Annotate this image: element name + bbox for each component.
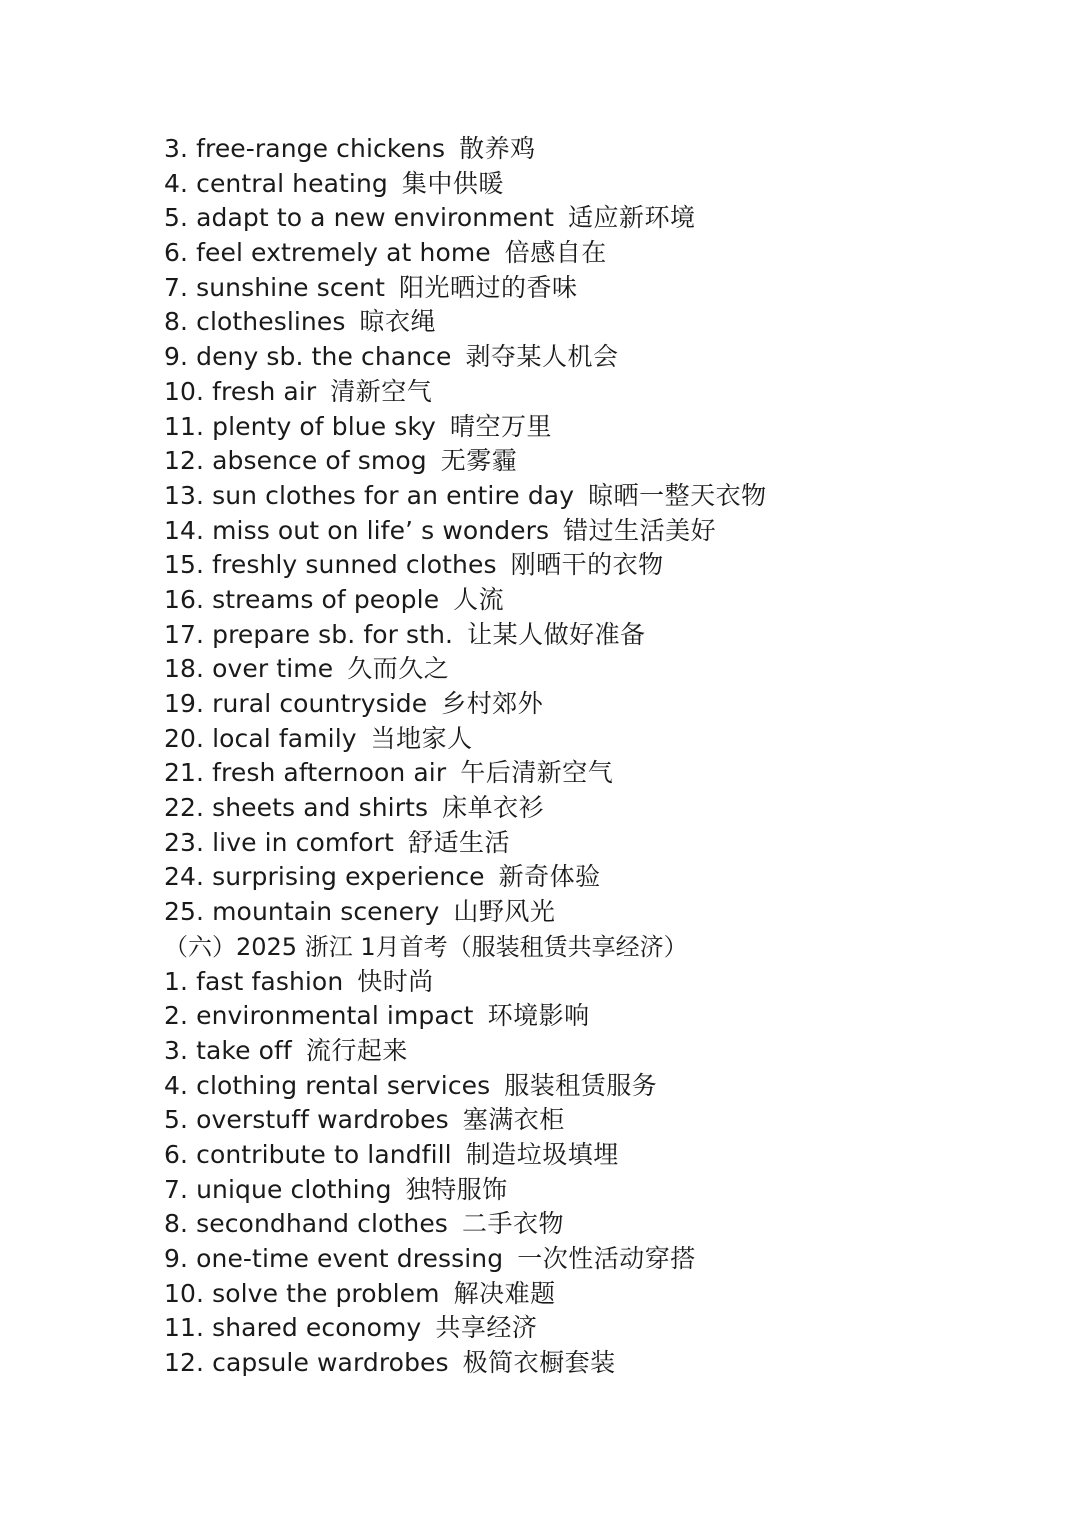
vocab-item <box>164 340 767 375</box>
vocab-chinese: 晴空万里 <box>449 411 552 441</box>
vocab-item <box>164 444 767 479</box>
vocab-english: 7. unique clothing <box>164 1174 392 1204</box>
vocab-chinese: 错过生活美好 <box>563 515 717 545</box>
vocab-chinese: 塞满衣柜 <box>462 1105 565 1135</box>
vocab-item <box>164 618 767 653</box>
vocab-block-one <box>164 132 767 930</box>
vocab-english: 9. one-time event dressing <box>164 1244 504 1273</box>
vocab-chinese: 服装租赁服务 <box>504 1070 658 1100</box>
vocab-english: 1. fast fashion <box>164 966 344 996</box>
vocab-item <box>164 548 767 583</box>
vocab-item <box>164 1103 767 1138</box>
vocab-english: 6. feel extremely at home <box>164 238 491 268</box>
vocab-english: 17. prepare sb. for sth. <box>164 619 454 649</box>
vocab-chinese: 极简衣橱套装 <box>462 1348 616 1378</box>
vocab-block-two <box>164 965 767 1381</box>
vocab-chinese: 二手衣物 <box>461 1209 564 1239</box>
vocab-item <box>164 722 767 757</box>
vocab-english: 10. fresh air <box>164 376 317 406</box>
vocab-item <box>164 410 767 445</box>
vocab-english: 8. secondhand clothes <box>164 1209 448 1239</box>
vocab-chinese: 无雾霾 <box>440 446 518 476</box>
vocab-english: 12. absence of smog <box>164 446 427 476</box>
vocab-item <box>164 271 767 306</box>
vocab-chinese: 阳光晒过的香味 <box>399 272 578 302</box>
vocab-chinese: 乡村郊外 <box>441 689 544 718</box>
vocab-item <box>164 791 767 826</box>
vocab-english: 21. fresh afternoon air <box>164 758 447 788</box>
vocab-english: 20. local family <box>164 723 357 753</box>
vocab-chinese: 山野风光 <box>453 897 556 927</box>
vocab-item <box>164 1034 767 1069</box>
vocab-chinese: 环境影响 <box>487 1001 590 1031</box>
vocab-chinese: 解决难题 <box>453 1278 556 1308</box>
vocab-chinese: 制造垃圾填埋 <box>465 1139 619 1169</box>
vocab-item <box>164 201 767 236</box>
vocab-item <box>164 1346 767 1381</box>
vocab-chinese: 散养鸡 <box>459 134 536 163</box>
vocab-english: 2. environmental impact <box>164 1001 474 1031</box>
vocab-english: 3. free-range chickens <box>164 134 446 163</box>
vocab-english: 23. live in comfort <box>164 827 394 857</box>
vocab-item <box>164 1207 767 1242</box>
vocab-chinese: 清新空气 <box>330 376 433 406</box>
vocab-item <box>164 479 767 514</box>
vocab-item <box>164 999 767 1034</box>
vocab-item <box>164 1242 767 1277</box>
vocab-item <box>164 167 767 202</box>
vocab-item <box>164 756 767 791</box>
vocab-english: 6. contribute to landfill <box>164 1139 452 1169</box>
vocab-english: 9. deny sb. the chance <box>164 342 452 372</box>
vocab-english: 14. miss out on life’ s wonders <box>164 515 550 545</box>
vocab-item <box>164 1173 767 1208</box>
vocab-chinese: 当地家人 <box>370 723 473 753</box>
vocab-item <box>164 375 767 410</box>
vocab-item <box>164 965 767 1000</box>
vocab-item <box>164 1277 767 1312</box>
vocab-english: 5. adapt to a new environment <box>164 203 554 233</box>
vocab-item <box>164 514 767 549</box>
vocab-chinese: 倍感自在 <box>504 238 607 268</box>
vocab-english: 13. sun clothes for an entire day <box>164 480 575 510</box>
vocab-english: 5. overstuff wardrobes <box>164 1105 449 1135</box>
vocab-english: 22. sheets and shirts <box>164 793 429 823</box>
vocab-english: 11. plenty of blue sky <box>164 411 436 441</box>
vocab-item <box>164 1138 767 1173</box>
vocab-chinese: 集中供暖 <box>401 168 504 198</box>
vocab-chinese: 一次性活动穿搭 <box>517 1244 696 1273</box>
vocab-chinese: 共享经济 <box>435 1313 538 1343</box>
vocab-item <box>164 860 767 895</box>
vocab-chinese: 剥夺某人机会 <box>465 342 619 372</box>
vocab-item <box>164 687 767 722</box>
vocab-chinese: 久而久之 <box>347 654 450 684</box>
vocab-english: 4. central heating <box>164 168 388 198</box>
vocab-english: 8. clotheslines <box>164 307 346 337</box>
vocab-chinese: 让某人做好准备 <box>467 619 646 649</box>
vocab-english: 19. rural countryside <box>164 689 428 718</box>
vocab-item <box>164 236 767 271</box>
vocab-item <box>164 895 767 930</box>
vocab-english: 3. take off <box>164 1035 292 1065</box>
vocab-chinese: 新奇体验 <box>498 862 601 892</box>
vocab-item <box>164 132 767 167</box>
vocab-item <box>164 305 767 340</box>
vocab-english: 11. shared economy <box>164 1313 422 1343</box>
vocab-item <box>164 1069 767 1104</box>
vocab-chinese: 床单衣衫 <box>442 793 545 823</box>
vocab-english: 24. surprising experience <box>164 862 485 892</box>
vocab-list <box>164 132 767 1381</box>
section-heading: （六）2025 浙江 1月首考（服装租赁共享经济） <box>164 932 688 961</box>
vocab-item <box>164 1311 767 1346</box>
vocab-chinese: 流行起来 <box>305 1035 408 1065</box>
vocab-english: 10. solve the problem <box>164 1278 440 1308</box>
vocab-item <box>164 583 767 618</box>
vocab-chinese: 快时尚 <box>357 966 434 996</box>
vocab-english: 16. streams of people <box>164 584 440 614</box>
vocab-english: 15. freshly sunned clothes <box>164 550 497 580</box>
vocab-english: 25. mountain scenery <box>164 897 440 927</box>
vocab-english: 18. over time <box>164 654 334 684</box>
vocab-chinese: 刚晒干的衣物 <box>510 550 664 580</box>
vocab-chinese: 晾晒一整天衣物 <box>588 480 767 510</box>
vocab-english: 7. sunshine scent <box>164 272 385 302</box>
vocab-item <box>164 826 767 861</box>
vocab-english: 4. clothing rental services <box>164 1070 491 1100</box>
vocab-chinese: 独特服饰 <box>405 1174 508 1204</box>
vocab-chinese: 适应新环境 <box>567 203 696 233</box>
vocab-chinese: 晾衣绳 <box>359 307 436 337</box>
vocab-chinese: 人流 <box>453 584 505 614</box>
vocab-item <box>164 652 767 687</box>
vocab-chinese: 午后清新空气 <box>460 758 614 788</box>
vocab-english: 12. capsule wardrobes <box>164 1348 449 1378</box>
vocab-chinese: 舒适生活 <box>407 827 510 857</box>
